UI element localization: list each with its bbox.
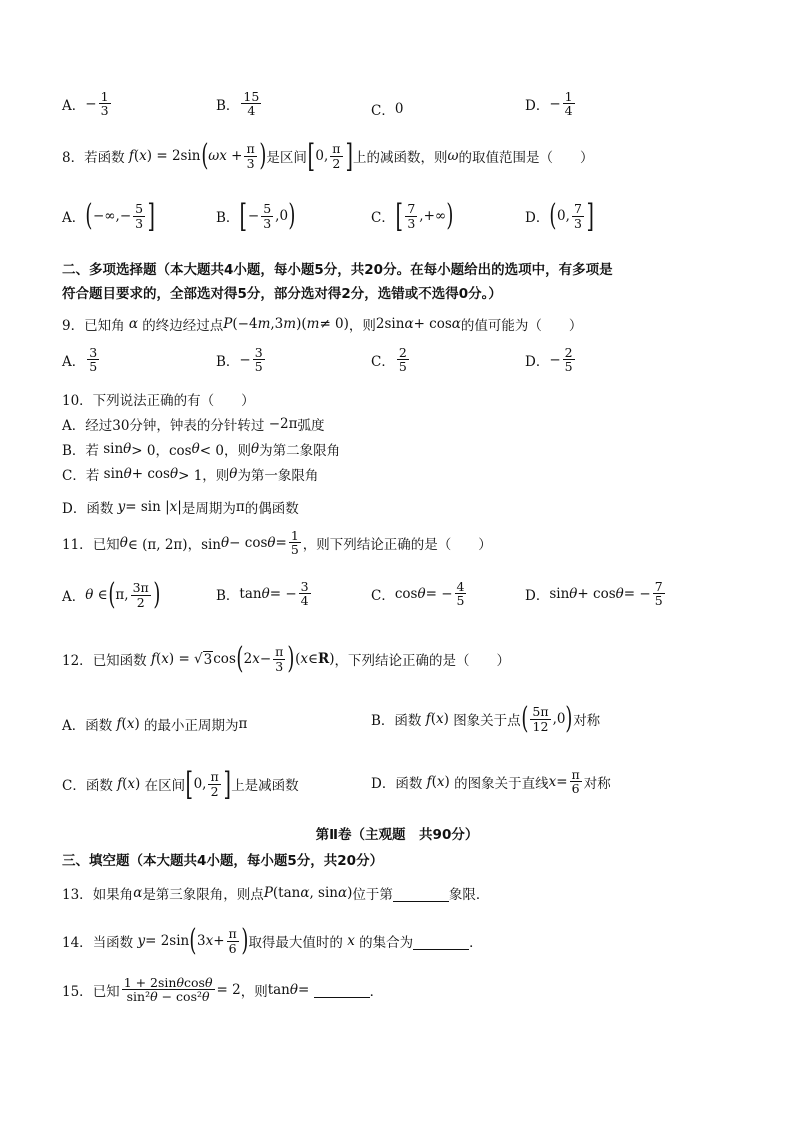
q12-option-c: C．函数 f ( x ) 在区间 [ 0, $\frac{\pi}{2}$ ] 上是减函数 (62, 765, 299, 803)
answer-blank[interactable] (393, 885, 449, 902)
q10-stem: 10．下列说法正确的有（ ） (62, 393, 255, 409)
q10-option-d: D．函数 y = sin | x | 是周期为 π 的偶函数 (62, 499, 299, 517)
q7-option-c: C． 0 (371, 101, 404, 119)
q10-option-c: C．若 sin θ + cos θ > 1，则 θ 为第一象限角 (62, 466, 319, 484)
q11-option-d: D． sin θ + cos θ = − $\frac{7}{5}$ (525, 579, 663, 609)
q8-option-a: A． ( −∞,− $\frac{5}{3}$ ] (62, 197, 156, 235)
q14-stem: 14． 当函数 y = 2sin ( 3 x + $\frac{\pi}{6}$ ) 取得最大值时的 x 的集合为 ． (62, 923, 483, 958)
q9-stem: 9． 已知角 α 的终边经过点 P (−4 m ,3 m )( m ≠ 0) ，则 2sin α + cos α 的值可能为（ ） (62, 316, 583, 334)
q11-option-b: B． tan θ = − $\frac{3}{4}$ (216, 579, 309, 609)
answer-blank[interactable] (314, 981, 370, 998)
q12-option-d: D．函数 f ( x ) 的图象关于直线 x = $\frac{\pi}{6}$ 对称 (371, 767, 611, 797)
answer-blank[interactable] (413, 933, 469, 950)
q8-option-c: C． [ $\frac{7}{3}$ ,+∞ ) (371, 197, 454, 235)
q10-option-b: B．若 sin θ > 0，cos θ < 0，则 θ 为第二象限角 (62, 441, 341, 459)
q13-stem: 13． 如果角 α 是第三象限角，则点 P (tan α , sin α ) 位于第 象限． (62, 885, 490, 903)
q12-option-a: A．函数 f ( x ) 的最小正周期为 π (62, 716, 248, 734)
q10-option-a: A．经过30分钟，钟表的分针转过 −2π 弧度 (62, 416, 325, 434)
fraction: $\frac{1}{3}$ (100, 89, 109, 119)
q12-option-b: B．函数 f ( x ) 图象关于点 ( $\frac{5\pi}{12}$ ,0 ) 对称 (371, 701, 601, 736)
q9-option-c: C． $\frac{2}{5}$ (371, 345, 407, 375)
q8-stem: 8． 若函数 f ( x ) = 2sin ( ω x + $\frac{\pi}{3}$ ) 是区间 [ 0, $\frac{\pi}{2}$ ] 上的减函数，则 ω 的取值范围是（ ） (62, 137, 594, 175)
q11-option-a: A． θ ∈ ( π, $\frac{3\pi}{2}$ ) (62, 577, 161, 612)
q9-option-d: D． − $\frac{2}{5}$ (525, 345, 573, 375)
q9-option-a: A． $\frac{3}{5}$ (62, 345, 98, 375)
section-2-heading-cont: 符合题目要求的，全部选对得5分，部分选对得2分，选错或不选得0分。） (62, 286, 502, 302)
q7-option-d: D． − $\frac{1}{4}$ (525, 89, 573, 119)
q12-stem: 12． 已知函数 f ( x ) = √ 3 cos ( 2 x − $\frac{\pi}{3}$ ) ( x ∈ R ) ，下列结论正确的是（ ） (62, 641, 510, 676)
q7-option-a: A． − $\frac{1}{3}$ (62, 89, 109, 119)
section-2-heading: 二、多项选择题（本大题共4小题，每小题5分，共20分。在每小题给出的选项中，有多项是 (62, 262, 613, 278)
q11-stem: 11． 已知 θ ∈ (π, 2π)，sin θ − cos θ = $\frac{1}{5}$ ，则下列结论正确的是（ ） (62, 528, 492, 558)
part-2-heading: 第Ⅱ卷（主观题 共90分） (315, 827, 479, 843)
q7-option-b: B． $\frac{15}{4}$ (216, 89, 260, 119)
q9-option-b: B． − $\frac{3}{5}$ (216, 345, 263, 375)
q15-stem: 15． 已知 $\frac{1 + 2\sin\theta\cos\theta}{\text{sin²θ − cos²θ}}$ = 2 ，则 tan θ = ． (62, 975, 384, 1005)
q8-option-d: D． ( 0, $\frac{7}{3}$ ] (525, 197, 594, 235)
q11-option-c: C． cos θ = − $\frac{4}{5}$ (371, 579, 465, 609)
section-3-heading: 三、填空题（本大题共4小题，每小题5分，共20分） (62, 853, 384, 869)
q8-option-b: B． [ − $\frac{5}{3}$ ,0 ) (216, 197, 296, 235)
